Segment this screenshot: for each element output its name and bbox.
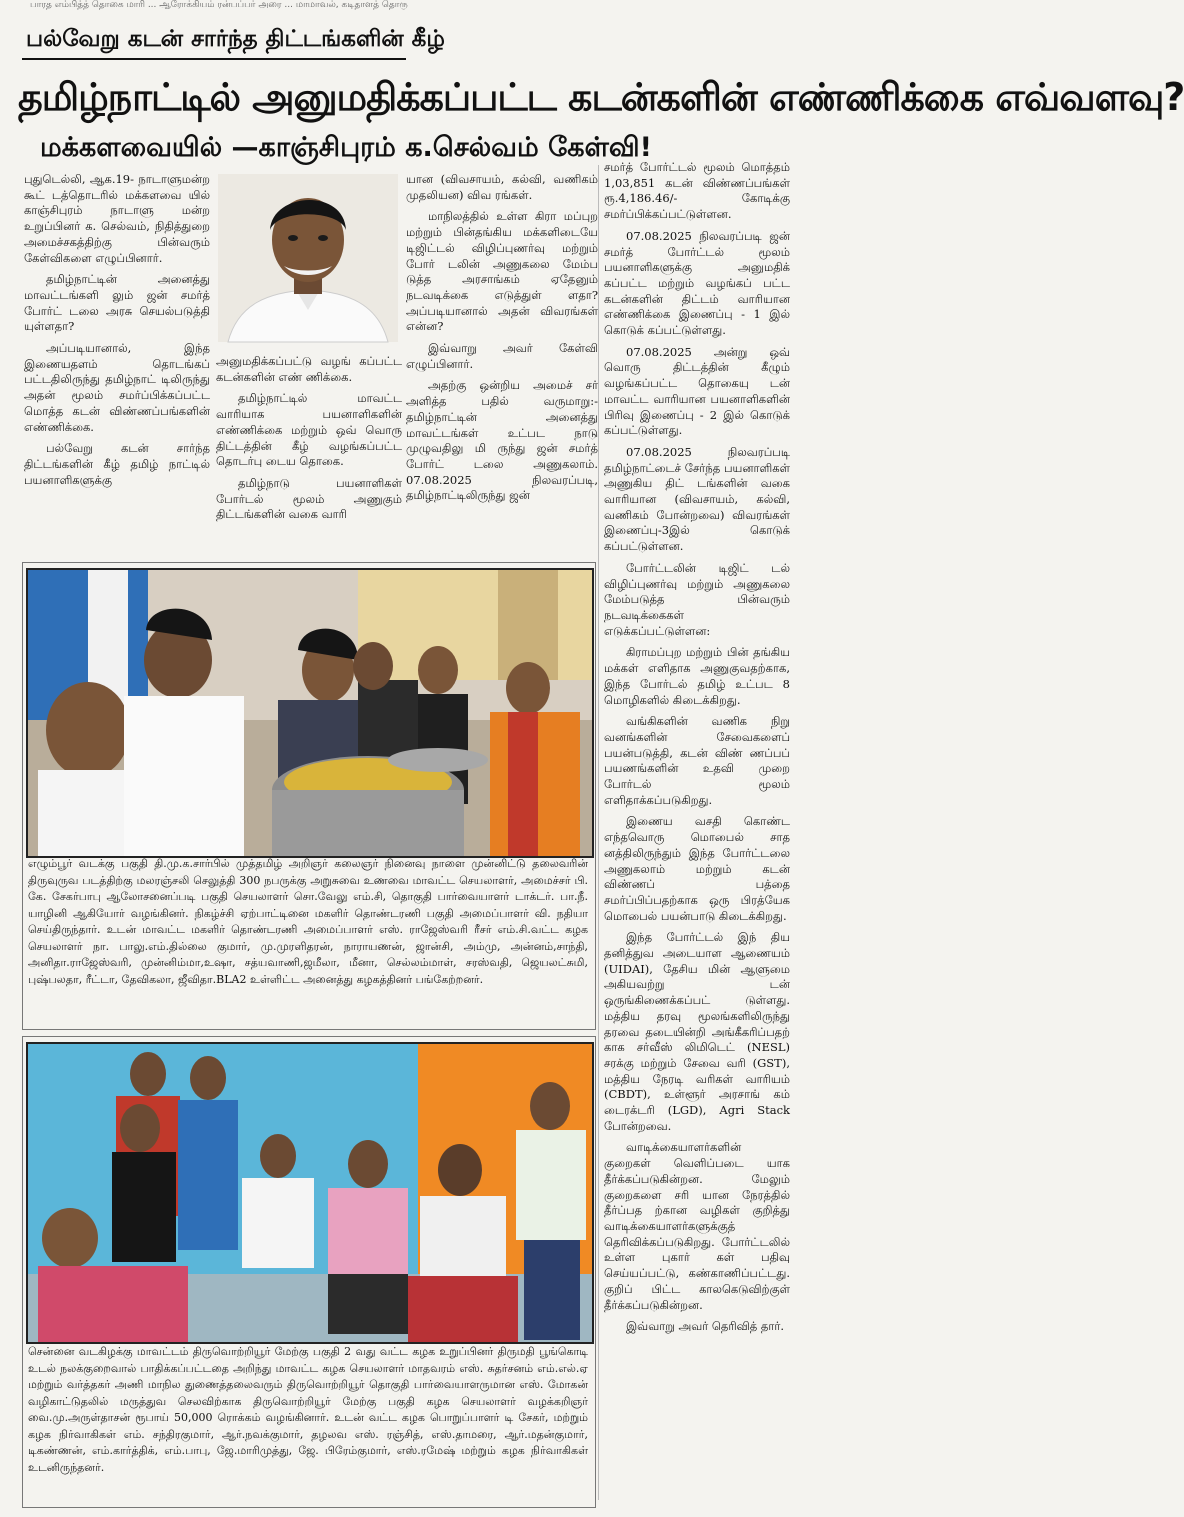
paragraph: வாடிக்கையாளர்களின் குறைகள் வெளிப்படை யாக தீர்க்கப்படுகின்றன. மேலும் குறைகளை சரி யான நேரத்தில் தீர்ப்பத ற்கான வழிகள் குறித்து வாடிக்கையாளர்களுக்குத் தெரிவிக்கப்படுகிறது. போர்ட்டலில் உள்ள புகார் கள் பதிவு செய்யப்பட்டு, கண்காணிப்பட்டது. குறிப் பிட்ட காலகெடுவிற்குள் தீர்க்கப்படுகின்றன. bbox=[604, 1140, 790, 1312]
photo-caption-1: எழும்பூர் வடக்கு பகுதி தி.மு.க.சார்பில் முத்தமிழ் அறிஞர் கலைஞர் நினைவு நாளை முன்னிட்டு தலைவரின் திருவுருவ படத்திற்கு மலரஞ்சலி செலுத்தி 300 நபருக்கு அறுசுவை உணவை மாவட்ட செயலாளர், அமைச்சர் பி. கே. சேகர்பாபு ஆலோசனைப்படி பகுதி செயலாளர் சொ.வேலு எம்.சி, தொகுதி பார்வையாளர் டாக்டர். பா.நீ. யாழினி ஆகியோர் வழங்கினர். நிகழ்ச்சி ஏற்பாட்டினை மகளிர் தொண்டரணி பகுதி அமைப்பாளர் வி. நதியா செய்திருந்தார். உடன் மாவட்ட மகளிர் தொண்டரணி அமைப்பாளர் எஸ். ராஜேஸ்வரி ரீசர் எம்.சி.வட்ட கழக செயலாளர் நா. பாலு.எம்.தில்லை குமார், மு.முரளிதரன், நாராயணன், ஜான்சி, அம்மு, அன்னம்,சாந்தி, அனிதா.ராஜேஸ்வரி, முன்னிம்மா,உஷா, சத்யவாணி,ஜமீலா, மீனா, செல்லம்மாள், சரஸ்வதி, ஜெயலட்சுமி, புஷ்பலதா, ரீட்டா, தேவிகலா, ஜீவிதா.BLA2 உள்ளிட்ட அனைத்து கழகத்தினர் பங்கேற்றனர். bbox=[28, 857, 588, 986]
paragraph: இந்த போர்ட்டல் இந் திய தனித்துவ அடையாள ஆணையம் (UIDAI), தேசிய மின் ஆளுமை அகியவற்று டன் ஒருங்கிணைக்கப்பட் டுள்ளது. மத்திய தரவு மூலங்களிலிருந்து தரவை தடையின்றி அங்கீகரிப்பதற் காக சர்வீஸ் லிமிடெட் (NESL) சரக்கு மற்றும் சேவை வரி (GST), மத்திய நேரடி வரிகள் வாரியம் (CBDT), உள்ளூர் அரசாங் கம் டைரக்டரி (LGD), Agri Stack போன்றவை. bbox=[604, 930, 790, 1133]
paragraph: 07.08.2025 அன்று ஒவ் வொரு திட்டத்தின் கீழும் வழங்கப்பட்ட தொகையு டன் மாவட்ட வாரியான பயனாளிகளின் பிரிவு இணைப்பு - 2 இல் கொடுக் கப்பட்டுள்ளது. bbox=[604, 344, 790, 438]
column-divider bbox=[598, 165, 599, 1500]
paragraph: தமிழ்நாட்டின் அனைத்து மாவட்டங்களி லும் ஜன் சமர்த் போர்ட் டலை அரசு செயல்படுத்தி யுள்ளதா? bbox=[24, 272, 210, 334]
paragraph: புதுடெல்லி, ஆக.19- நாடாளுமன்ற கூட் டத்தொடரில் மக்களவை யில் காஞ்சிபுரம் நாடாளு மன்ற உறுப்பினர் க. செல்வம், நிதித்துறை அமைச்சகத்திற்கு பின்வரும் கேள்விகளை எழுப்பினார். bbox=[24, 172, 210, 265]
paragraph: யான (விவசாயம், கல்வி, வணிகம் முதலியன) விவ ரங்கள். bbox=[406, 172, 598, 202]
article-column-2 bbox=[216, 354, 402, 552]
kicker-headline: பல்வேறு கடன் சார்ந்த திட்டங்களின் கீழ் bbox=[22, 22, 406, 60]
article-column-3 bbox=[406, 172, 598, 552]
paragraph: அதற்கு ஒன்றிய அமைச் சர் அளித்த பதில் வருமாறு:- தமிழ்நாட்டின் அனைத்து மாவட்டங்கள் உட்பட நாடு முழுவதிலு மி ருந்து ஜன் சமர்த் போர்ட் டலை அணுகலாம். 07.08.2025 நிலவரப்படி, தமிழ்நாட்டிலிருந்து ஜன் bbox=[406, 378, 598, 503]
article-column-1 bbox=[24, 172, 210, 552]
paragraph: அப்படியானால், இந்த இணையதளம் தொடங்கப் பட்டதிலிருந்து தமிழ்நாட் டிலிருந்து அதன் மூலம் சமர்ப்பிக்கப்பட்ட மொத்த கடன் விண்ணப்பங்களின் எண்ணிக்கை. bbox=[24, 341, 210, 434]
paragraph: இணைய வசதி கொண்ட எந்தவொரு மொபைல் சாத னத்திலிருந்தும் இந்த போர்ட்டலை அணுகலாம் மற்றும் கடன் விண்ணப் பத்தை சமர்ப்பிப்பதற்காக ஒரு பிரத்யேக மொபைல் பயன்பாடு கிடைக்கிறது. bbox=[604, 814, 790, 923]
paragraph: இவ்வாறு அவர் கேள்வி எழுப்பினார். bbox=[406, 341, 598, 371]
paragraph: 07.08.2025 நிலவரப்படி தமிழ்நாட்டைச் சேர்ந்த பயனாளிகள் அணுகிய திட் டங்களின் வகை வாரியான (விவசாயம், கல்வி, வணிகம் போன்றவை) விவரங்கள் இணைப்பு-3இல் கொடுக் கப்பட்டுள்ளன. bbox=[604, 444, 790, 554]
paragraph: இவ்வாறு அவர் தெரிவித் தார். bbox=[626, 1319, 785, 1334]
paragraph: பல்வேறு கடன் சார்ந்த திட்டங்களின் கீழ் தமிழ் நாட்டில் பயனாளிகளுக்கு bbox=[24, 441, 210, 487]
paragraph: வங்கிகளின் வணிக நிறு வனங்களின் சேவைகளைப் பயன்படுத்தி, கடன் விண் ணப்பப் பயணங்களின் உதவி முறை போர்டல் மூலம் எளிதாக்கப்படுகிறது. bbox=[604, 714, 790, 807]
paragraph: தமிழ்நாட்டில் மாவட்ட வாரியாக பயனாளிகளின் எண்ணிக்கை மற்றும் ஒவ் வொரு திட்டத்தின் கீழ் வழங்கப்பட்ட தொடர்பு டைய தொகை. bbox=[216, 391, 402, 469]
paragraph: 07.08.2025 நிலவரப்படி ஜன் சமர்த் போர்ட்டல் மூலம் பயனாளிகளுக்கு அனுமதிக் கப்பட்ட மற்றும் வழங்கப் பட்ட கடன்களின் திட்டம் வாரியான எண்ணிக்கை இணைப்பு - 1 இல் கொடுக் கப்பட்டுள்ளது. bbox=[604, 228, 790, 338]
paragraph: அனுமதிக்கப்பட்டு வழங் கப்பட்ட கடன்களின் எண் ணிக்கை. bbox=[216, 354, 402, 384]
photo-caption-2: சென்னை வடகிழக்கு மாவட்டம் திருவொற்றியூர் மேற்கு பகுதி 2 வது வட்ட கழக உறுப்பினர் திருமதி பூங்கொடி உடல் நலக்குறைவால் பாதிக்கப்பட்டதை அறிந்து மாவட்ட கழக செயலாளர் மாதவரம் எஸ். சுதர்சனம் எம்.எல்.ஏ மற்றும் வர்த்தகர் அணி மாநில துணைத்தலைவரும் திருவொற்றியூர் தொகுதி பார்வையாளருமான எஸ். மோகன் வழிகாட்டுதலில் மருத்துவ செலவிற்காக திருவொற்றியூர் மேற்கு பகுதி கழக செயலாளர் வழக்கறிஞர் வை.மு.அருள்தாசன் ரூபாய் 50,000 ரொக்கம் வழங்கினார். உடன் வட்ட கழக பொறுப்பாளர் டி சேகர், மற்றும் கழக நிர்வாகிகள் எம். சந்திரகுமார், ஆர்.நவக்குமார், தழலவ எஸ். ரஞ்சித், எஸ்.தாமரை, ஆர்.மதன்குமார், டிகண்ணன், எம்.கார்த்திக், எம்.பாபு, ஜே.மாரிமுத்து, ஜே. பிரேம்குமார், எஸ்.ரமேஷ் மற்றும் கழக நிர்வாகிகள் உடனிருந்தனர். bbox=[28, 1345, 588, 1474]
paragraph: கிராமப்புற மற்றும் பின் தங்கிய மக்கள் எளிதாக அணுகுவதற்காக, இந்த போர்டல் தமிழ் உட்பட 8 மொழிகளில் கிடைக்கிறது. bbox=[604, 645, 790, 707]
paragraph: மாநிலத்தில் உள்ள கிரா மப்புற மற்றும் பின்தங்கிய மக்களிடையே டிஜிட்டல் விழிப்புணர்வு மற்றும் போர் டலின் அணுகலை மேம்ப டுத்த அரசாங்கம் ஏதேனும் நடவடிக்கை எடுத்துள் ளதா? அப்படியானால் அதன் விவரங்கள் என்ன? bbox=[406, 209, 598, 334]
sub-headline: மக்களவையில் —காஞ்சிபுரம் க.செல்வம் கேள்வி! bbox=[40, 132, 652, 163]
main-headline: தமிழ்நாட்டில் அனுமதிக்கப்பட்ட கடன்களின் எண்ணிக்கை எவ்வளவு? bbox=[18, 75, 1184, 119]
medical-aid-photo bbox=[26, 1042, 594, 1344]
portrait-photo bbox=[218, 174, 398, 342]
food-distribution-photo bbox=[26, 568, 594, 858]
paragraph: சமர்த் போர்ட்டல் மூலம் மொத்தம் 1,03,851 கடன் விண்ணப்பங்கள் ரூ.4,186.46/- கோடிக்கு சமர்ப்பிக்கப்பட்டுள்ளன. bbox=[604, 160, 790, 222]
paragraph: தமிழ்நாடு பயனாளிகள் போர்டல் மூலம் அணுகும் திட்டங்களின் வகை வாரி bbox=[216, 475, 402, 522]
top-strip: பாரத எம்பித்த் தொகை மாரி ... ஆரோக்கியம் ரன்பப்பர் அரை ... மாமாவல், கடிதாளத் தொரு bbox=[30, 0, 408, 10]
paragraph: போர்ட்டலின் டிஜிட் டல் விழிப்புணர்வு மற்றும் அணுகலை மேம்படுத்த பின்வரும் நடவடிக்கைகள் எடுக்கப்பட்டுள்ளன: bbox=[604, 560, 790, 638]
article-column-4 bbox=[604, 160, 790, 1500]
